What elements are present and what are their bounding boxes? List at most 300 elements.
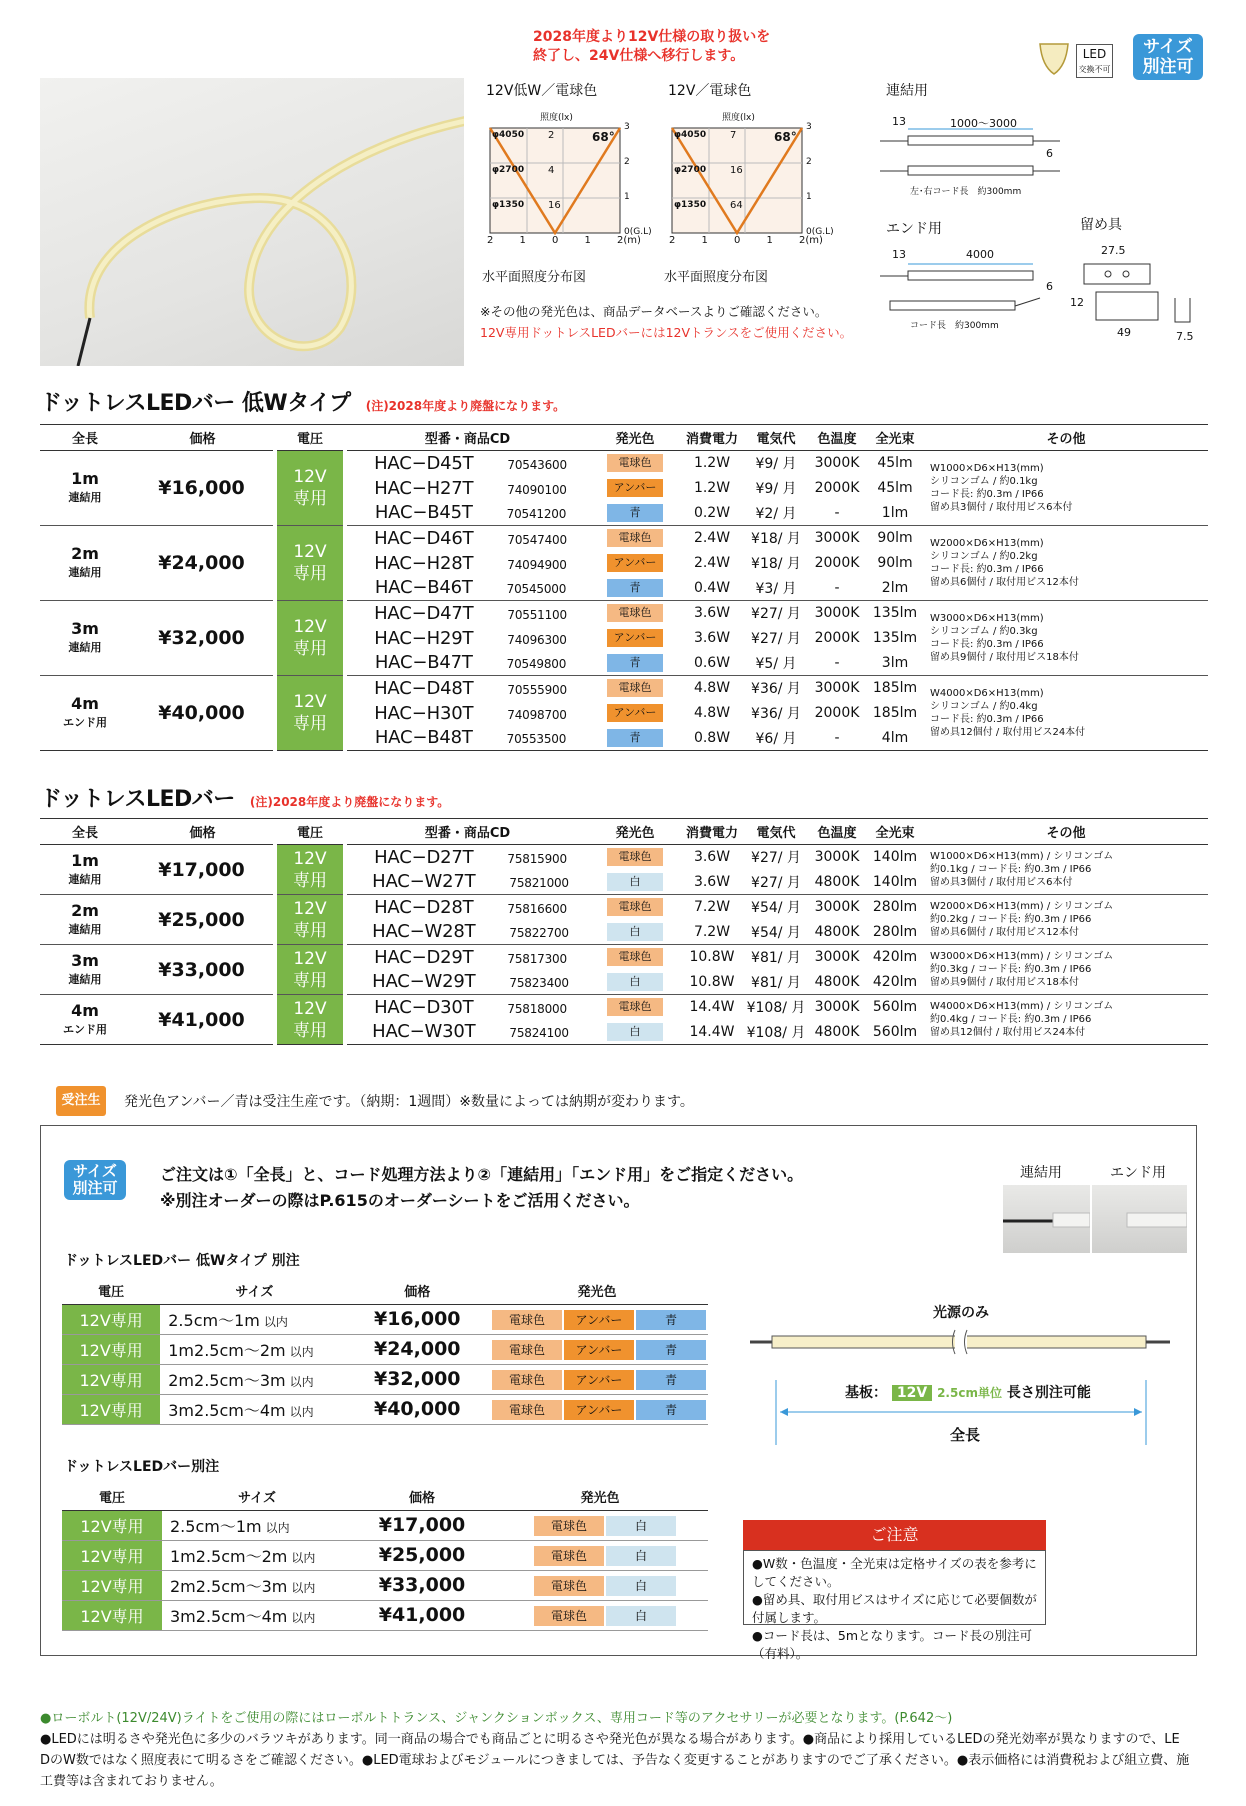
voltage-cell: 12V 専用 (275, 601, 345, 676)
spec-lm: 4lm (881, 729, 909, 746)
size-cell: 2.5cm〜1m 以内 (162, 1510, 352, 1540)
caution-box: ●W数・色温度・全光束は定格サイズの表を参考にしてください。 ●留め具、取付用ビスはサイズに応じて必要個数が付属します。 ●コード長は、5mとなります。コード長の別注可（有料）。 (743, 1550, 1046, 1625)
table-row (40, 526, 1208, 551)
spec-w: 14.4W (689, 1023, 735, 1040)
spec-w: 2.4W (693, 555, 731, 571)
spec-cost: ¥108/ 月 (744, 995, 808, 1020)
column-header: 色温度 (808, 819, 866, 845)
spec-w: 0.8W (693, 729, 731, 746)
price-cell: ¥17,000 (130, 845, 275, 895)
spec-cost: ¥81/ 月 (744, 945, 808, 970)
size-cell: 3m2.5cm〜4m 以内 (162, 1600, 352, 1630)
spec-lm: 185lm (866, 676, 924, 701)
spec-k: 2000K (814, 480, 860, 496)
model-cell: HAC−B47T 70549800 (374, 652, 567, 674)
order-column-header: 発光色 (486, 1278, 708, 1304)
order-column-header: 価格 (349, 1278, 486, 1304)
spec-w: 7.2W (693, 923, 731, 940)
order-column-header: 電圧 (62, 1278, 160, 1304)
order-column-header: サイズ (162, 1484, 352, 1510)
color-badge: アンバー (564, 1400, 634, 1420)
product-photo (40, 78, 464, 366)
table-row (40, 945, 1208, 970)
price-cell: ¥24,000 (349, 1334, 486, 1364)
spec-cost: ¥36/ 月 (751, 706, 801, 722)
color-cell (590, 451, 680, 476)
color-badge: 電球色 (607, 948, 663, 966)
column-header: その他 (924, 425, 1208, 451)
color-badge: 電球色 (607, 679, 663, 697)
model-cell: HAC−D30T 75818000 (345, 995, 590, 1020)
end-dim-6: 6 (1046, 280, 1053, 293)
voltage-cell: 12V 専用 (275, 845, 345, 895)
table-row (40, 676, 1208, 701)
price-cell: ¥25,000 (130, 895, 275, 945)
length-cell: 1m 連結用 (40, 451, 130, 526)
spec-lm: 185lm (872, 705, 918, 721)
section2-header (40, 782, 449, 813)
y-tick-label: 3 (806, 122, 812, 132)
model-cell: HAC−D27T 75815900 (345, 845, 590, 870)
spec-w: 0.6W (693, 654, 731, 671)
spec-cost: ¥81/ 月 (751, 974, 801, 991)
clip-dim-length: 49 (1117, 326, 1131, 339)
color-badge: アンバー (564, 1310, 634, 1330)
color-cell (590, 845, 680, 870)
voltage-cell: 12V 専用 (275, 945, 345, 995)
y-tick-label: 2 (806, 157, 812, 167)
color-cell (590, 995, 680, 1020)
diagram-title: 光源のみ (933, 1305, 989, 1321)
color-cell (492, 1540, 708, 1570)
column-header: 消費電力 (680, 819, 744, 845)
lux-value: 2 (548, 130, 555, 141)
voltage-cell: 12V専用 (62, 1600, 162, 1630)
clip-dim-height: 12 (1070, 296, 1084, 309)
lux-label: 照度(lx) (540, 113, 573, 123)
product-code: 74096300 (507, 632, 567, 647)
section1-note: (注)2028年度より廃盤になります。 (365, 399, 566, 413)
spec-k: 2000K (814, 555, 860, 571)
spec-lm: 135lm (872, 630, 918, 646)
color-badge: 電球色 (534, 1546, 604, 1566)
product-code: 75824100 (509, 1026, 569, 1041)
table-header-row (40, 819, 1208, 845)
color-cell (590, 895, 680, 920)
model-cell: HAC−D29T 75817300 (345, 945, 590, 970)
model-cell: HAC−W30T 75824100 (372, 1021, 569, 1043)
spec-cost: ¥5/ 月 (755, 655, 797, 672)
spec-cost: ¥27/ 月 (751, 631, 801, 647)
section2-title: ドットレスLEDバー (40, 787, 235, 812)
end-dim-13: 13 (892, 248, 906, 261)
length-cell: 4m エンド用 (40, 995, 130, 1045)
photo-end (1092, 1185, 1187, 1253)
color-cell (590, 870, 680, 895)
spec-cost: ¥18/ 月 (744, 526, 808, 551)
voltage-cell: 12V 専用 (275, 895, 345, 945)
distribution-chart (470, 78, 650, 288)
model-cell: HAC−H29T 74096300 (374, 627, 567, 649)
color-cell (486, 1364, 708, 1394)
product-code: 74094900 (507, 557, 567, 572)
spec-k: 3000K (808, 845, 866, 870)
product-code: 70547400 (507, 532, 567, 547)
caution-title: ご注意 (743, 1520, 1046, 1550)
color-cell (486, 1334, 708, 1364)
length-cell: 1m 連結用 (40, 845, 130, 895)
spec-w: 1.2W (693, 480, 731, 496)
other-cell: W2000×D6×H13(mm) / シリコンゴム 約0.2kg / コード長: 約0.3m / IP66 留め具6個付 / 取付用ビス12本付 (924, 895, 1208, 945)
other-cell: W4000×D6×H13(mm) / シリコンゴム 約0.4kg / コード長: 約0.3m / IP66 留め具12個付 / 取付用ビス24本付 (924, 995, 1208, 1045)
product-code: 75823400 (509, 976, 569, 991)
color-badge: 電球色 (492, 1370, 562, 1390)
product-code: 70553500 (506, 732, 567, 747)
spec-k: 4800K (814, 923, 860, 940)
color-badge: 白 (606, 1546, 676, 1566)
color-badge: 電球色 (534, 1606, 604, 1626)
led-bar-illustration (40, 78, 464, 366)
color-badge: 白 (607, 923, 663, 941)
color-badge: 電球色 (534, 1576, 604, 1596)
table-header-row (40, 425, 1208, 451)
spec-cost: ¥6/ 月 (755, 730, 797, 747)
notice-line-1: 2028年度より12V仕様の取り扱いを (533, 29, 771, 45)
notice-line-2: 終了し、24V仕様へ移行します。 (533, 48, 745, 64)
table-row (40, 601, 1208, 626)
color-badge: アンバー (564, 1370, 634, 1390)
spec-lm: 420lm (872, 973, 918, 990)
product-code: 70551100 (507, 607, 567, 622)
model-cell: HAC−B45T 70541200 (374, 502, 567, 524)
chart-caption: 水平面照度分布図 (664, 270, 769, 285)
order-row (62, 1540, 708, 1570)
x-tick-label: 1 (701, 235, 708, 246)
price-cell: ¥40,000 (349, 1394, 486, 1424)
chart-note: ※その他の発光色は、商品データベースよりご確認ください。 (480, 304, 828, 319)
spec-w: 2.4W (680, 526, 744, 551)
product-code: 75822700 (509, 926, 569, 941)
spec-w: 0.4W (693, 579, 731, 596)
end-dim-length: 4000 (966, 248, 994, 261)
order-instruction (160, 1162, 803, 1214)
spec-w: 3.6W (693, 873, 731, 890)
order-column-header: 発光色 (492, 1484, 708, 1510)
column-header: 価格 (130, 425, 275, 451)
lux-value: 16 (730, 165, 743, 176)
voltage-cell: 12V専用 (62, 1570, 162, 1600)
connect-dim-title: 連結用 (886, 83, 928, 99)
color-cell (590, 970, 680, 995)
model-cell: HAC−H27T 74090100 (374, 477, 567, 499)
column-header: 全長 (40, 425, 130, 451)
color-cell (590, 551, 680, 576)
spec-k: 3000K (808, 895, 866, 920)
price-cell: ¥33,000 (352, 1570, 492, 1600)
product-code: 70543600 (507, 457, 567, 472)
footer-line-1: ●ローボルト(12V/24V)ライトをご使用の際にはローボルトトランス、ジャンクションボックス、専用コード等のアクセサリーが必要となります。(P.642〜) (40, 1711, 953, 1726)
price-cell: ¥25,000 (352, 1540, 492, 1570)
color-badge: 青 (636, 1400, 706, 1420)
lux-value: 64 (730, 200, 743, 211)
spec-cost: ¥9/ 月 (744, 451, 808, 476)
chart-title: 12V低W／電球色 (486, 83, 598, 99)
color-cell (492, 1510, 708, 1540)
clip-dim-width: 27.5 (1101, 244, 1126, 257)
order-row (62, 1304, 708, 1334)
size-cell: 2m2.5cm〜3m 以内 (162, 1570, 352, 1600)
column-header: 価格 (130, 819, 275, 845)
column-header: 電圧 (275, 819, 345, 845)
product-code: 70555900 (507, 682, 567, 697)
connect-dim-6: 6 (1046, 147, 1053, 160)
column-header: 発光色 (590, 819, 680, 845)
model-cell: HAC−H30T 74098700 (374, 702, 567, 724)
color-cell (590, 676, 680, 701)
lux-label: 照度(lx) (722, 113, 755, 123)
spec-lm: 140lm (872, 873, 918, 890)
table-row (40, 895, 1208, 920)
connect-drawing (880, 123, 1060, 183)
order-row (62, 1600, 708, 1630)
table-row (40, 995, 1208, 1020)
color-cell (590, 945, 680, 970)
end-dim-cord: コード長 約300mm (910, 321, 999, 331)
size-cell: 2m2.5cm〜3m 以内 (160, 1364, 348, 1394)
color-badge: 青 (607, 579, 663, 597)
order-header-row (62, 1278, 708, 1304)
light-distribution-charts (470, 78, 840, 288)
column-header: 全光束 (866, 425, 924, 451)
model-cell: HAC−W27T 75821000 (372, 871, 569, 893)
order-row (62, 1510, 708, 1540)
connect-dim-length: 1000〜3000 (950, 117, 1017, 130)
color-badge: 白 (606, 1606, 676, 1626)
column-header: その他 (924, 819, 1208, 845)
beam-diameter: φ2700 (674, 165, 707, 175)
color-cell (590, 726, 680, 751)
spec-cost: ¥2/ 月 (755, 505, 797, 522)
beam-diameter: φ4050 (492, 130, 525, 140)
price-cell: ¥33,000 (130, 945, 275, 995)
order-row (62, 1334, 708, 1364)
beam-diameter: φ1350 (492, 200, 525, 210)
chart-caption: 水平面照度分布図 (482, 270, 587, 285)
spec-k: 3000K (808, 451, 866, 476)
spec-lm: 560lm (872, 1023, 918, 1040)
footer-line-2: ●LEDには明るさや発光色に多少のバラツキがあります。同一商品の場合でも商品ごとに明るさや発光色が異なる場合があります。●商品により採用しているLEDの発光効率が異なりますので、LE (40, 1732, 1180, 1747)
order-column-header: 電圧 (62, 1484, 162, 1510)
spec-w: 7.2W (680, 895, 744, 920)
order-column-header: サイズ (160, 1278, 348, 1304)
color-badge: 青 (636, 1310, 706, 1330)
price-cell: ¥41,000 (352, 1600, 492, 1630)
color-badge: 電球色 (492, 1340, 562, 1360)
order-header-row (62, 1484, 708, 1510)
end-drawing (880, 258, 1060, 318)
model-cell: HAC−W29T 75823400 (372, 971, 569, 993)
chart-plot (652, 123, 832, 253)
color-badge: 白 (607, 873, 663, 891)
column-header: 型番・商品CD (345, 425, 590, 451)
column-header: 型番・商品CD (345, 819, 590, 845)
section1-title: ドットレスLEDバー 低Wタイプ (40, 391, 351, 416)
lux-value: 4 (548, 165, 555, 176)
led-non-replaceable-icon: LED 交換不可 (1076, 44, 1113, 78)
x-tick-label: 2(m) (799, 235, 823, 246)
lux-value: 7 (730, 130, 737, 141)
column-header: 色温度 (808, 425, 866, 451)
y-tick-label: 2 (624, 157, 630, 167)
color-cell (590, 920, 680, 945)
color-badge: アンバー (607, 554, 663, 572)
spec-k: 3000K (808, 601, 866, 626)
spec-k: - (834, 729, 840, 746)
product-code: 75821000 (509, 876, 569, 891)
x-tick-label: 1 (519, 235, 526, 246)
spec-k: 3000K (808, 945, 866, 970)
footer-notes (40, 1708, 1200, 1792)
color-cell (590, 501, 680, 526)
color-badge: 電球色 (492, 1310, 562, 1330)
color-cell (590, 601, 680, 626)
spec-k: 4800K (814, 973, 860, 990)
voltage-cell: 12V 専用 (275, 451, 345, 526)
spec-lm: 280lm (866, 895, 924, 920)
color-badge: 電球色 (607, 998, 663, 1016)
made-to-order-badge: 受注生産 (56, 1086, 106, 1116)
price-cell: ¥17,000 (352, 1510, 492, 1540)
beam-diameter: φ2700 (492, 165, 525, 175)
color-badge: 電球色 (607, 604, 663, 622)
diagram-base-note: 基板： 12V 2.5cm単位 長さ別注可能 (845, 1385, 1091, 1401)
beam-angle: 68° (774, 130, 797, 144)
voltage-cell: 12V専用 (62, 1334, 160, 1364)
product-code: 70549800 (506, 657, 567, 672)
spec-k: - (834, 654, 840, 671)
x-tick-label: 2(m) (617, 235, 641, 246)
spec-k: - (834, 579, 840, 596)
color-badge: 青 (636, 1370, 706, 1390)
clip-dim-depth: 7.5 (1176, 330, 1194, 343)
diagram-total-length: 全長 (950, 1426, 981, 1444)
product-code: 70545000 (506, 582, 567, 597)
lux-value: 16 (548, 200, 561, 211)
color-badge: 白 (607, 1023, 663, 1041)
spec-lm: 280lm (872, 923, 918, 940)
beam-diameter: φ4050 (674, 130, 707, 140)
chart-plot (470, 123, 650, 253)
spec-k: 4800K (814, 873, 860, 890)
spec-k: - (834, 504, 840, 521)
voltage-cell: 12V 専用 (275, 676, 345, 751)
size-cell: 2.5cm〜1m 以内 (160, 1304, 348, 1334)
dimension-drawings (880, 78, 1210, 348)
price-cell: ¥32,000 (130, 601, 275, 676)
transformer-note: 12V専用ドットレスLEDバーには12Vトランスをご使用ください。 (480, 325, 853, 340)
spec-cost: ¥54/ 月 (744, 895, 808, 920)
spec-w: 0.2W (693, 504, 731, 521)
spec-lm: 2lm (881, 579, 909, 596)
model-cell: HAC−D28T 75816600 (345, 895, 590, 920)
spec-cost: ¥3/ 月 (755, 580, 797, 597)
spec-lm: 420lm (866, 945, 924, 970)
color-badge: 青 (636, 1340, 706, 1360)
order-line-2: ※別注オーダーの際はP.615のオーダーシートをご活用ください。 (160, 1191, 640, 1210)
table-row (40, 451, 1208, 476)
color-badge: 電球色 (534, 1516, 604, 1536)
end-dim-title: エンド用 (886, 221, 942, 237)
size-cell: 1m2.5cm〜2m 以内 (160, 1334, 348, 1364)
color-cell (492, 1570, 708, 1600)
spec-k: 4800K (814, 1023, 860, 1040)
spec-cost: ¥27/ 月 (744, 601, 808, 626)
beam-angle: 68° (592, 130, 615, 144)
voltage-cell: 12V専用 (62, 1304, 160, 1334)
voltage-cell: 12V 専用 (275, 995, 345, 1045)
color-badge: 電球色 (607, 898, 663, 916)
other-cell: W1000×D6×H13(mm) シリコンゴム / 約0.1kg コード長: 約0.3m / IP66 留め具3個付 / 取付用ビス6本付 (924, 451, 1208, 526)
y-tick-label: 0(G.L) (624, 227, 652, 237)
price-cell: ¥41,000 (130, 995, 275, 1045)
section2-note: (注)2028年度より廃盤になります。 (249, 795, 450, 809)
spec-table-standard (40, 818, 1208, 1045)
voltage-cell: 12V 専用 (275, 526, 345, 601)
y-tick-label: 1 (806, 192, 812, 202)
voltage-cell: 12V専用 (62, 1364, 160, 1394)
table-row (40, 845, 1208, 870)
made-to-order-text: 発光色アンバー／青は受注生産です。（納期：1週間）※数量によっては納期が変わります。 (124, 1094, 694, 1110)
spec-k: 3000K (808, 995, 866, 1020)
connect-dim-cord: 左･右コード長 約300mm (910, 187, 1022, 197)
order-row (62, 1570, 708, 1600)
color-badge: 白 (607, 973, 663, 991)
spec-lm: 90lm (877, 555, 913, 571)
y-tick-label: 0(G.L) (806, 227, 834, 237)
x-tick-label: 2 (669, 235, 676, 246)
color-badge: 電球色 (607, 529, 663, 547)
model-cell: HAC−D46T 70547400 (345, 526, 590, 551)
spec-k: 3000K (808, 676, 866, 701)
length-cell: 3m 連結用 (40, 601, 130, 676)
color-cell (590, 651, 680, 676)
color-cell (486, 1304, 708, 1334)
other-cell: W2000×D6×H13(mm) シリコンゴム / 約0.2kg コード長: 約0.3m / IP66 留め具6個付 / 取付用ビス12本付 (924, 526, 1208, 601)
spec-k: 2000K (814, 705, 860, 721)
x-tick-label: 0 (552, 235, 559, 246)
model-cell: HAC−B46T 70545000 (374, 577, 567, 599)
model-cell: HAC−H28T 74094900 (374, 552, 567, 574)
bulb-icon (1036, 38, 1072, 78)
order-size-badge: サイズ 別注可 (64, 1160, 126, 1200)
order-row (62, 1394, 708, 1424)
spec-cost: ¥36/ 月 (744, 676, 808, 701)
x-tick-label: 1 (766, 235, 773, 246)
product-code: 74098700 (507, 707, 567, 722)
product-code: 70541200 (506, 507, 567, 522)
chart-title: 12V／電球色 (668, 83, 752, 99)
spec-table-lowW (40, 424, 1208, 751)
column-header: 消費電力 (680, 425, 744, 451)
size-cell: 1m2.5cm〜2m 以内 (162, 1540, 352, 1570)
spec-w: 4.8W (693, 705, 731, 721)
model-cell: HAC−D48T 70555900 (345, 676, 590, 701)
footer-line-3: DのW数ではなく照度表にて明るさをご確認ください。●LED電球およびモジュールにつきましては、予告なく変更することがありますのでご了承ください。●表示価格には消費税および組立費、施 (40, 1753, 1190, 1768)
y-tick-label: 3 (624, 122, 630, 132)
discontinue-notice (533, 28, 770, 66)
model-cell: HAC−B48T 70553500 (374, 727, 567, 749)
color-badge: 青 (607, 729, 663, 747)
